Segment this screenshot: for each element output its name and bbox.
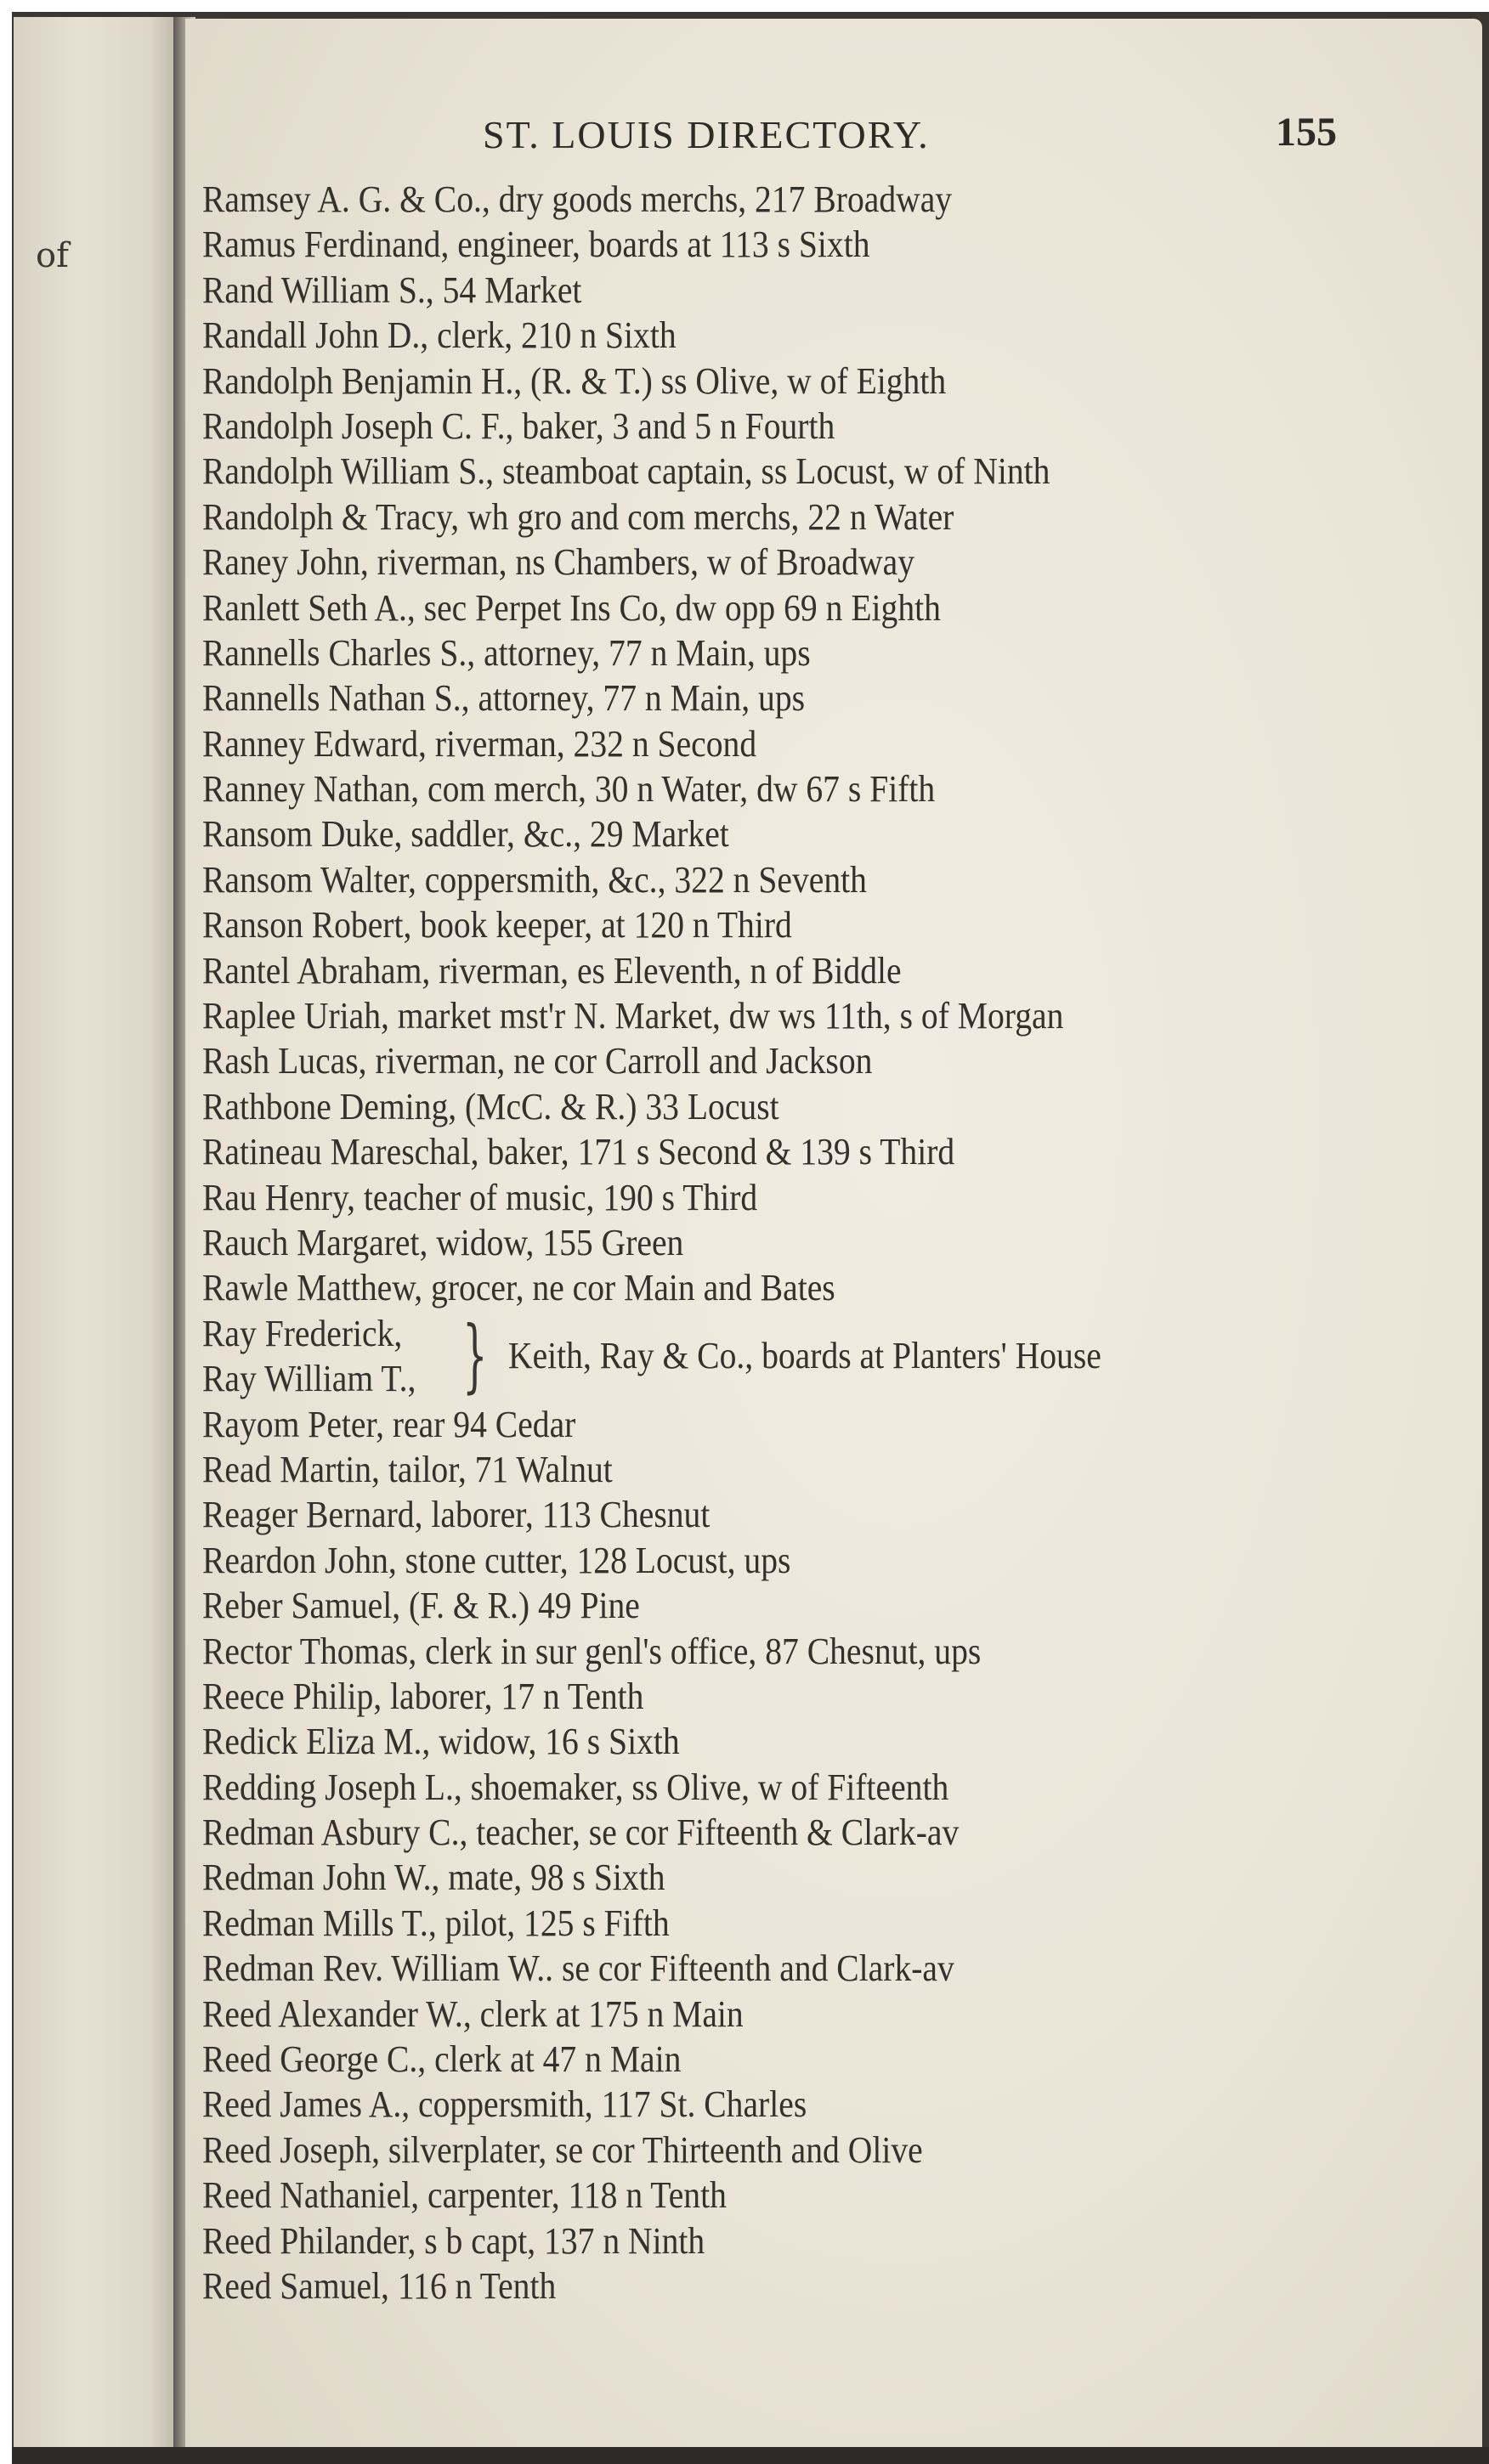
directory-entry: Reber Samuel, (F. & R.) 49 Pine [202, 1585, 640, 1627]
previous-page-word: of [36, 236, 69, 275]
grouped-entry [202, 1308, 1334, 1402]
grouped-entry-name: Ray William T., [202, 1358, 416, 1400]
directory-entries [202, 177, 1334, 2309]
page-number: 155 [1276, 110, 1337, 155]
directory-entry: Ramus Ferdinand, engineer, boards at 113 s Sixth [202, 223, 870, 266]
directory-entry: Redick Eliza M., widow, 16 s Sixth [202, 1721, 680, 1763]
directory-entry: Rantel Abraham, riverman, es Eleventh, n of Biddle [202, 949, 902, 992]
directory-entry: Rector Thomas, clerk in sur genl's office, 87 Chesnut, ups [202, 1630, 982, 1672]
directory-entry: Reed Samuel, 116 n Tenth [202, 2264, 557, 2307]
directory-entry: Ranney Edward, riverman, 232 n Second [202, 722, 757, 765]
directory-entry: Reardon John, stone cutter, 128 Locust, ups [202, 1539, 791, 1581]
directory-entry: Redman Mills T., pilot, 125 s Fifth [202, 1902, 670, 1944]
directory-entry: Rand William S., 54 Market [202, 268, 582, 311]
directory-entry: Ramsey A. G. & Co., dry goods merchs, 217 Broadway [202, 178, 953, 220]
directory-entry: Reed James A., coppersmith, 117 St. Charles [202, 2083, 807, 2126]
directory-entry: Redman John W., mate, 98 s Sixth [202, 1856, 665, 1899]
previous-page-strip [14, 17, 184, 2456]
book-bottom-edge [12, 2447, 1489, 2464]
directory-entry: Rawle Matthew, grocer, ne cor Main and Bates [202, 1267, 835, 1309]
directory-entry: Raney John, riverman, ns Chambers, w of Broadway [202, 541, 915, 584]
directory-entry: Randolph & Tracy, wh gro and com merchs, 22 n Water [202, 495, 954, 538]
directory-entry: Reed Alexander W., clerk at 175 n Main [202, 1992, 744, 2035]
directory-entry: Reed Nathaniel, carpenter, 118 n Tenth [202, 2174, 727, 2217]
directory-page [185, 19, 1482, 2450]
directory-entry: Ratineau Mareschal, baker, 171 s Second & 139 s Third [202, 1131, 955, 1173]
directory-entry: Ranson Robert, book keeper, at 120 n Third [202, 904, 792, 947]
directory-entry: Reed Philander, s b capt, 137 n Ninth [202, 2219, 705, 2262]
grouped-entry-name: Ray Frederick, [202, 1312, 403, 1354]
directory-entry: Randall John D., clerk, 210 n Sixth [202, 314, 677, 357]
directory-entry: Rash Lucas, riverman, ne cor Carroll and Jackson [202, 1040, 873, 1082]
grouped-entry-shared-text: Keith, Ray & Co., boards at Planters' House [508, 1334, 1101, 1376]
directory-entry: Reece Philip, laborer, 17 n Tenth [202, 1675, 644, 1717]
page-header [185, 19, 1482, 156]
directory-entry: Read Martin, tailor, 71 Walnut [202, 1448, 613, 1490]
directory-entry: Redman Asbury C., teacher, se cor Fifteenth & Clark-av [202, 1811, 960, 1854]
directory-entry: Rauch Margaret, widow, 155 Green [202, 1221, 684, 1263]
brace-icon: } [462, 1308, 488, 1402]
directory-entry: Redding Joseph L., shoemaker, ss Olive, w of Fifteenth [202, 1766, 949, 1808]
directory-entry: Ranlett Seth A., sec Perpet Ins Co, dw opp 69 n Eighth [202, 586, 941, 629]
directory-entry: Ransom Walter, coppersmith, &c., 322 n Seventh [202, 858, 867, 901]
directory-entry: Randolph Benjamin H., (R. & T.) ss Olive, w of Eighth [202, 359, 947, 402]
directory-entry: Rayom Peter, rear 94 Cedar [202, 1403, 576, 1445]
directory-entry: Rau Henry, teacher of music, 190 s Third [202, 1176, 758, 1218]
directory-entry: Reed Joseph, silverplater, se cor Thirteenth and Olive [202, 2128, 923, 2171]
directory-entry: Ranney Nathan, com merch, 30 n Water, dw 67 s Fifth [202, 768, 936, 811]
directory-entry: Rannells Nathan S., attorney, 77 n Main, ups [202, 677, 806, 720]
directory-entry: Rathbone Deming, (McC. & R.) 33 Locust [202, 1085, 779, 1127]
running-title: ST. LOUIS DIRECTORY. [483, 113, 930, 156]
directory-entry: Randolph Joseph C. F., baker, 3 and 5 n Fourth [202, 404, 835, 447]
directory-entry: Rannells Charles S., attorney, 77 n Main, ups [202, 631, 811, 674]
directory-entry: Reed George C., clerk at 47 n Main [202, 2038, 682, 2081]
directory-entry: Randolph William S., steamboat captain, ss Locust, w of Ninth [202, 450, 1050, 493]
directory-entry: Raplee Uriah, market mst'r N. Market, dw ws 11th, s of Morgan [202, 995, 1064, 1037]
directory-entry: Reager Bernard, laborer, 113 Chesnut [202, 1494, 711, 1536]
directory-entry: Ransom Duke, saddler, &c., 29 Market [202, 813, 729, 856]
directory-entry: Redman Rev. William W.. se cor Fifteenth and Clark-av [202, 1947, 954, 1990]
